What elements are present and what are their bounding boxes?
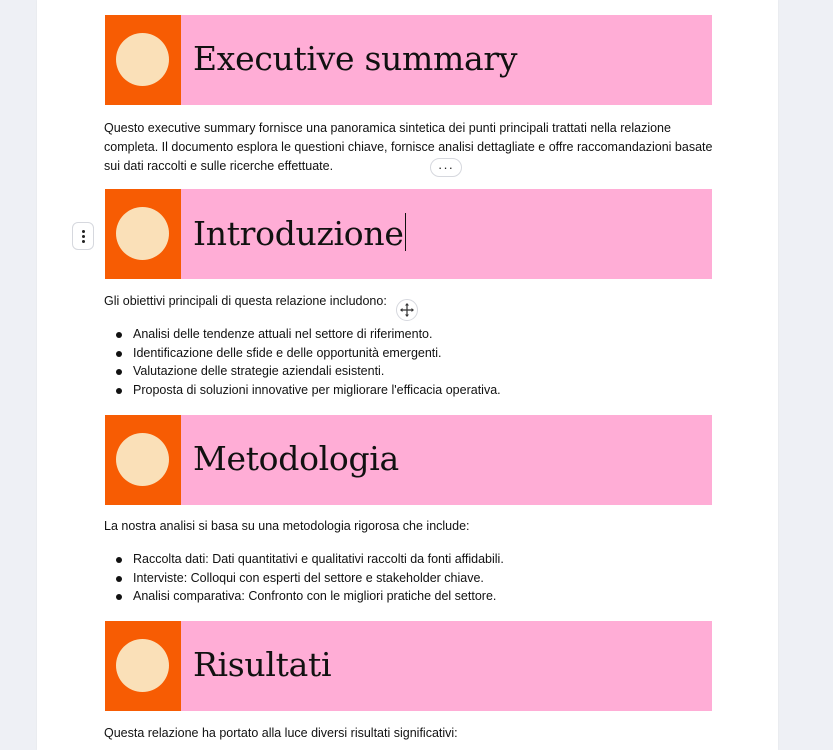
bullet-icon [116,332,122,338]
move-arrows-icon [397,300,417,320]
text-caret [405,213,406,251]
heading-band [181,15,712,105]
more-options-button[interactable] [430,158,462,177]
list-item-text: Proposta di soluzioni innovative per migliorare l'efficacia operativa. [133,382,501,397]
list-item[interactable] [104,550,716,569]
decorative-circle-icon [116,639,169,692]
decorative-circle-icon [116,433,169,486]
bullet-icon [116,388,122,394]
heading-band [181,415,712,505]
heading-band [181,189,712,279]
list-item-text: Analisi comparativa: Confronto con le migliori pratiche del settore. [133,589,497,603]
decorative-circle-icon [116,207,169,260]
list-item-text: Interviste: Colloqui con esperti del settore e stakeholder chiave. [133,570,484,585]
list-item-text: Valutazione delle strategie aziendali esistenti. [133,364,385,378]
block-menu-button[interactable] [72,222,94,250]
bullet-icon [116,351,122,357]
heading-accent [105,189,181,279]
list-item[interactable] [104,569,716,588]
heading-block-metodologia[interactable] [105,415,712,505]
heading-title-editing[interactable] [193,213,406,254]
more-horizontal-icon: ··· [438,160,454,175]
section-paragraph[interactable]: Questa relazione ha portato alla luce diversi risultati significativi: [104,726,458,740]
kebab-vertical-icon [82,230,85,233]
bullet-list-introduzione [104,325,716,399]
heading-band [181,621,712,711]
heading-title[interactable]: Executive summary [193,39,518,78]
list-item[interactable] [104,587,716,606]
move-handle-button[interactable] [396,299,418,321]
decorative-circle-icon [116,33,169,86]
heading-title[interactable]: Risultati [193,645,332,684]
list-item[interactable] [104,325,716,344]
list-item-text: Analisi delle tendenze attuali nel settore di riferimento. [133,327,433,341]
section-paragraph[interactable]: La nostra analisi si basa su una metodologia rigorosa che include: [104,519,470,533]
heading-block-executive-summary[interactable] [105,15,712,105]
list-item[interactable] [104,362,716,381]
bullet-list-metodologia [104,550,716,606]
heading-block-risultati[interactable] [105,621,712,711]
kebab-vertical-icon [82,235,85,238]
bullet-icon [116,594,122,600]
list-item-text: Identificazione delle sfide e delle opportunità emergenti. [133,345,442,360]
heading-title-text: Introduzione [193,214,404,253]
section-paragraph[interactable]: Gli obiettivi principali di questa relazione includono: [104,294,387,308]
heading-block-introduzione[interactable] [105,189,712,279]
kebab-vertical-icon [82,240,85,243]
bullet-icon [116,576,122,582]
section-paragraph[interactable]: Questo executive summary fornisce una panoramica sintetica dei punti principali trattati nella relazione completa. Il documento esplora le questioni chiave, fornisce analisi dettagliate e offre raccomandazioni basate sui dati raccolti e sulle ricerche effettuate. [104,121,713,173]
list-item-text: Raccolta dati: Dati quantitativi e qualitativi raccolti da fonti affidabili. [133,552,504,566]
bullet-icon [116,557,122,563]
heading-accent [105,415,181,505]
bullet-icon [116,369,122,375]
heading-accent [105,621,181,711]
heading-accent [105,15,181,105]
heading-title[interactable]: Metodologia [193,439,399,478]
list-item[interactable] [104,381,716,400]
list-item[interactable] [104,344,716,363]
